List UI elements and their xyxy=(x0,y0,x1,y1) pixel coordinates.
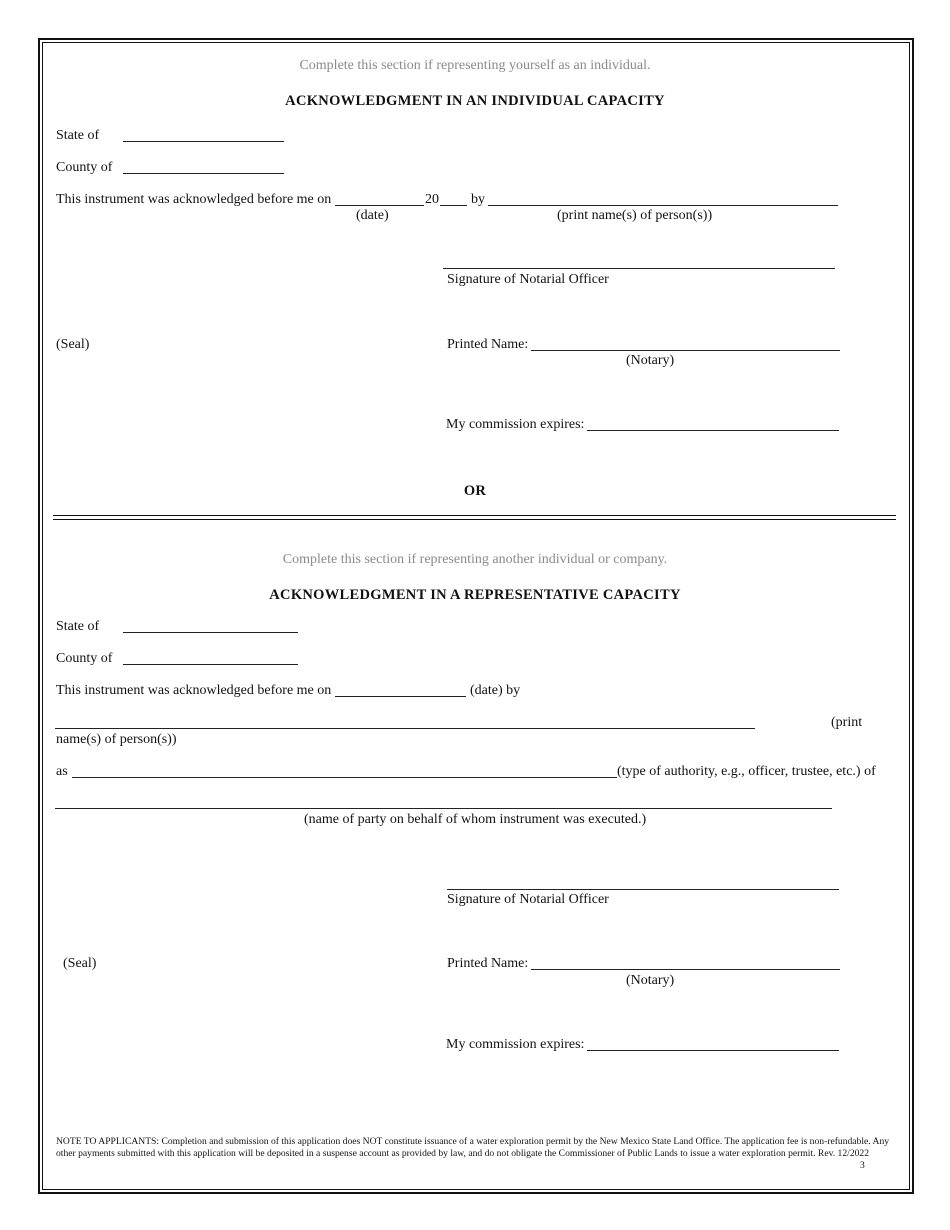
individual-instruction: Complete this section if representing yourself as an individual. xyxy=(299,58,651,73)
representative-state-label: State of xyxy=(56,619,100,634)
page-border-inner xyxy=(42,42,910,1190)
representative-party-caption: (name of party on behalf of whom instrument was executed.) xyxy=(304,812,647,827)
individual-commission-field[interactable] xyxy=(587,430,839,431)
representative-state-field[interactable] xyxy=(123,632,298,633)
representative-date-by-label: (date) by xyxy=(470,683,521,698)
representative-commission-field[interactable] xyxy=(587,1050,839,1051)
individual-by-label: by xyxy=(471,192,485,207)
individual-county-field[interactable] xyxy=(123,173,284,174)
footer-note: NOTE TO APPLICANTS: Completion and submission of this application does NOT constitute issuance of a water exploration permit by the New Mexico State Land Office. The application fee is non-refundable. Any other payments submitted with this application will be deposited in a suspense account as provided by law, and do not obligate the Commissioner of Public Lands to issue a water exploration permit. Rev. 12/2022 xyxy=(56,1136,890,1159)
individual-state-label: State of xyxy=(56,128,100,143)
representative-printed-name-field[interactable] xyxy=(531,969,840,970)
individual-printed-name-field[interactable] xyxy=(531,350,840,351)
individual-print-names-caption: (print name(s) of person(s)) xyxy=(557,208,713,223)
section-divider-top xyxy=(53,515,896,516)
individual-seal-label: (Seal) xyxy=(56,337,90,352)
individual-county-label: County of xyxy=(56,160,113,175)
representative-party-field[interactable] xyxy=(55,808,832,809)
representative-printed-name-label: Printed Name: xyxy=(447,956,529,971)
individual-signature-line[interactable] xyxy=(443,268,835,269)
representative-seal-label: (Seal) xyxy=(63,956,97,971)
page-number: 3 xyxy=(860,1160,865,1171)
representative-notary-caption: (Notary) xyxy=(626,973,675,988)
section-divider-bottom xyxy=(53,519,896,520)
representative-county-field[interactable] xyxy=(123,664,298,665)
individual-year-prefix: 20 xyxy=(425,192,439,207)
individual-date-field[interactable] xyxy=(335,205,424,206)
individual-state-field[interactable] xyxy=(123,141,284,142)
representative-heading: ACKNOWLEDGMENT IN A REPRESENTATIVE CAPACITY xyxy=(269,587,681,603)
individual-names-field[interactable] xyxy=(488,205,838,206)
representative-print-label: (print xyxy=(831,715,863,730)
individual-notary-caption: (Notary) xyxy=(626,353,675,368)
individual-printed-name-label: Printed Name: xyxy=(447,337,529,352)
representative-signature-label: Signature of Notarial Officer xyxy=(447,892,609,907)
individual-commission-label: My commission expires: xyxy=(446,417,585,432)
individual-heading: ACKNOWLEDGMENT IN AN INDIVIDUAL CAPACITY xyxy=(285,93,665,109)
individual-year-field[interactable] xyxy=(440,205,467,206)
representative-commission-label: My commission expires: xyxy=(446,1037,585,1052)
representative-signature-line[interactable] xyxy=(447,889,839,890)
individual-ack-text: This instrument was acknowledged before me on xyxy=(56,192,332,207)
representative-authority-caption: (type of authority, e.g., officer, trustee, etc.) of xyxy=(617,764,876,779)
representative-names-caption: name(s) of person(s)) xyxy=(56,732,177,747)
representative-names-field[interactable] xyxy=(55,728,755,729)
representative-ack-text: This instrument was acknowledged before me on xyxy=(56,683,332,698)
or-separator-label: OR xyxy=(463,483,487,499)
representative-county-label: County of xyxy=(56,651,113,666)
individual-signature-label: Signature of Notarial Officer xyxy=(447,272,609,287)
individual-date-caption: (date) xyxy=(356,208,389,223)
representative-instruction: Complete this section if representing another individual or company. xyxy=(282,552,668,567)
representative-date-field[interactable] xyxy=(335,696,466,697)
representative-authority-field[interactable] xyxy=(72,777,617,778)
representative-as-label: as xyxy=(56,764,68,779)
